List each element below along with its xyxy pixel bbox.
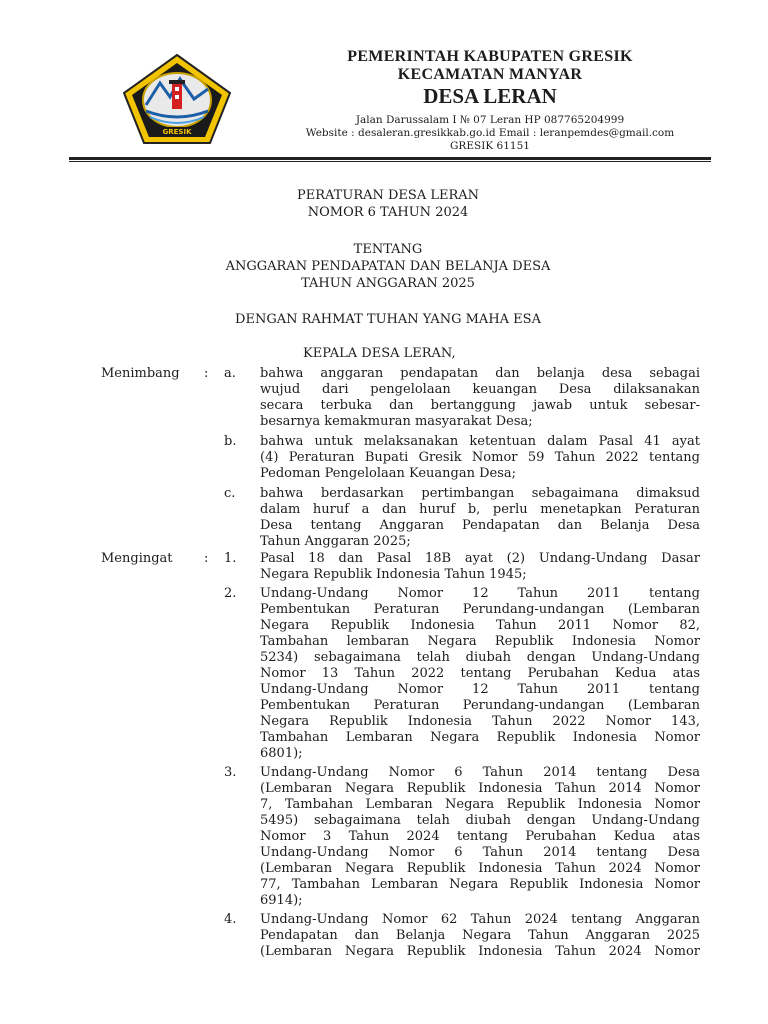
menimbang-label: Menimbang	[101, 366, 180, 381]
title-line-2: NOMOR 6 TAHUN 2024	[307, 205, 469, 220]
mengingat-item-mark: 3.	[224, 765, 237, 780]
item-text-line: Negara Republik Indonesia Tahun 1945;	[260, 567, 527, 582]
item-text-line: Undang-Undang Nomor 6 Tahun 2014 tentang Desa	[260, 845, 700, 860]
letterhead-government: PEMERINTAH KABUPATEN GRESIK	[347, 48, 633, 65]
letterhead-address: Jalan Darussalam I № 07 Leran HP 087765204999	[355, 114, 625, 126]
item-text-line: (Lembaran Negara Republik Indonesia Tahun 2024 Nomor	[260, 861, 700, 876]
item-text-line: Undang-Undang Nomor 62 Tahun 2024 tentang Anggaran	[260, 912, 700, 927]
item-text-line: dalam huruf a dan huruf b, perlu menetapkan Peraturan	[260, 502, 700, 517]
item-text-line: Pendapatan dan Belanja Negara Tahun Anggaran 2025	[260, 928, 700, 943]
letterhead-divider-thick	[69, 157, 711, 160]
menimbang-item-text	[260, 486, 700, 550]
menimbang-colon: :	[204, 366, 209, 381]
title-line-6: DENGAN RAHMAT TUHAN YANG MAHA ESA	[235, 312, 541, 327]
item-text-line: Pembentukan Peraturan Perundang-undangan (Lembaran	[260, 698, 700, 713]
item-text-line: Tambahan Lembaran Negara Republik Indonesia Nomor	[260, 730, 700, 745]
mengingat-item-mark: 1.	[224, 551, 237, 566]
mengingat-item-text	[260, 912, 700, 960]
gresik-emblem-logo	[122, 53, 232, 145]
letterhead-website-email: Website : desaleran.gresikkab.go.id Email : leranpemdes@gmail.com	[305, 127, 675, 139]
item-text-line: Tambahan lembaran Negara Republik Indonesia Nomor	[260, 634, 700, 649]
letterhead-village: DESA LERAN	[423, 84, 557, 108]
item-text-line: 5495) sebagaimana telah diubah dengan Undang-Undang	[260, 813, 700, 828]
item-text-line: (4) Peraturan Bupati Gresik Nomor 59 Tahun 2022 tentang	[260, 450, 700, 465]
item-text-line: Pembentukan Peraturan Perundang-undangan (Lembaran	[260, 602, 700, 617]
mengingat-item-text	[260, 551, 700, 583]
letterhead-district: KECAMATAN MANYAR	[397, 66, 583, 83]
item-text-line: 6801);	[260, 746, 303, 761]
title-line-1: PERATURAN DESA LERAN	[296, 188, 480, 203]
item-text-line: Nomor 3 Tahun 2024 tentang Perubahan Kedua atas	[260, 829, 700, 844]
item-text-line: Undang-Undang Nomor 12 Tahun 2011 tentang	[260, 586, 700, 601]
item-text-line: besarnya kemakmuran masyarakat Desa;	[260, 414, 533, 429]
mengingat-colon: :	[204, 551, 209, 566]
item-text-line: Negara Republik Indonesia Tahun 2022 Nomor 143,	[260, 714, 700, 729]
title-line-4: ANGGARAN PENDAPATAN DAN BELANJA DESA	[225, 259, 551, 274]
mengingat-item-mark: 2.	[224, 586, 237, 601]
item-text-line: 7, Tambahan Lembaran Negara Republik Indonesia Nomor	[260, 797, 700, 812]
regulation-title	[80, 187, 696, 328]
logo-text: GRESIK	[162, 128, 192, 136]
item-text-line: Tahun Anggaran 2025;	[260, 534, 411, 549]
item-text-line: Undang-Undang Nomor 6 Tahun 2014 tentang Desa	[260, 765, 700, 780]
item-text-line: wujud dari pengelolaan keuangan Desa dilaksanakan	[260, 382, 700, 397]
item-text-line: secara terbuka dan bertanggung jawab untuk sebesar-	[260, 398, 700, 413]
item-text-line: 77, Tambahan Lembaran Negara Republik Indonesia Nomor	[260, 877, 700, 892]
menimbang-item-mark: b.	[224, 434, 237, 449]
menimbang-item-mark: c.	[224, 486, 236, 501]
mengingat-item-text	[260, 586, 700, 762]
mengingat-item-mark: 4.	[224, 912, 237, 927]
title-line-5: TAHUN ANGGARAN 2025	[301, 276, 475, 291]
item-text-line: bahwa anggaran pendapatan dan belanja desa sebagai	[260, 366, 700, 381]
letterhead-postal: GRESIK 61151	[450, 140, 530, 152]
kepala-desa-heading: KEPALA DESA LERAN,	[303, 346, 456, 361]
menimbang-item-text	[260, 366, 700, 430]
item-text-line: (Lembaran Negara Republik Indonesia Tahun 2014 Nomor	[260, 781, 700, 796]
title-line-3: TENTANG	[353, 242, 423, 257]
item-text-line: Undang-Undang Nomor 12 Tahun 2011 tentang	[260, 682, 700, 697]
item-text-line: 6914);	[260, 893, 303, 908]
item-text-line: (Lembaran Negara Republik Indonesia Tahun 2024 Nomor	[260, 944, 700, 959]
mengingat-item-text	[260, 765, 700, 909]
item-text-line: Desa tentang Anggaran Pendapatan dan Belanja Desa	[260, 518, 700, 533]
letterhead	[250, 48, 690, 153]
item-text-line: bahwa untuk melaksanakan ketentuan dalam Pasal 41 ayat	[260, 434, 700, 449]
item-text-line: Pasal 18 dan Pasal 18B ayat (2) Undang-Undang Dasar	[260, 551, 700, 566]
item-text-line: Pedoman Pengelolaan Keuangan Desa;	[260, 466, 517, 481]
item-text-line: Negara Republik Indonesia Tahun 2011 Nomor 82,	[260, 618, 700, 633]
mengingat-label: Mengingat	[101, 551, 173, 566]
menimbang-item-mark: a.	[224, 366, 236, 381]
item-text-line: bahwa berdasarkan pertimbangan sebagaimana dimaksud	[260, 486, 700, 501]
menimbang-item-text	[260, 434, 700, 482]
letterhead-divider-thin	[69, 161, 711, 162]
item-text-line: Nomor 13 Tahun 2022 tentang Perubahan Kedua atas	[260, 666, 700, 681]
item-text-line: 5234) sebagaimana telah diubah dengan Undang-Undang	[260, 650, 700, 665]
